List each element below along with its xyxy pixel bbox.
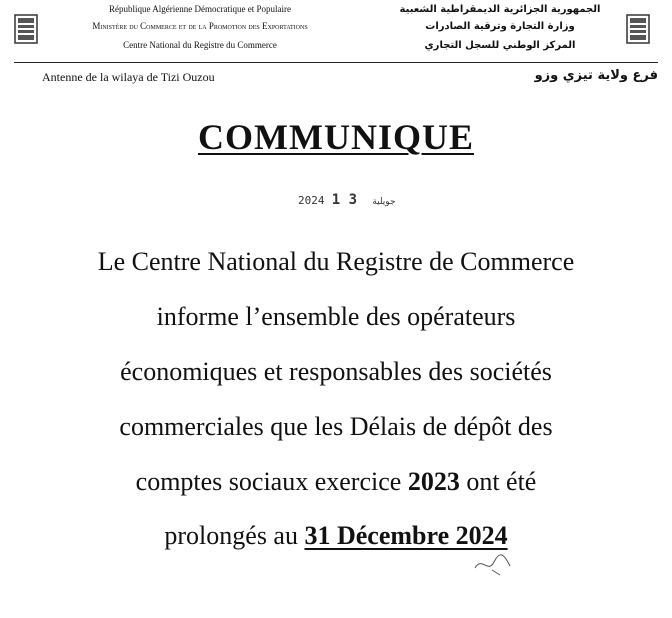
header-fr-ministry: Ministère du Commerce et de la Promotion des Exportations [92, 21, 308, 31]
body-text: ont été [459, 467, 537, 496]
date-stamp [298, 192, 404, 208]
header-fr-center: Centre National du Registre du Commerce [123, 40, 277, 50]
body-line: Le Centre National du Registre de Commerce [97, 247, 575, 276]
body-line: commerciales que les Délais de dépôt des [119, 412, 553, 441]
date-year: 2024 [298, 194, 325, 207]
header-ar-republic: الجمهورية الجزائرية الديمقراطية الشعبية [399, 4, 601, 15]
body-text: comptes sociaux exercice [135, 467, 408, 496]
header-ar-ministry: وزارة التجارة وترقية الصادرات [425, 21, 575, 32]
header-divider [14, 62, 658, 63]
body-line [0, 521, 672, 551]
header-ar-center: المركز الوطني للسجل التجاري [424, 40, 576, 51]
emblem-icon [14, 14, 38, 44]
date-day: 3 1 [331, 192, 358, 208]
signature-mark [470, 548, 520, 578]
deadline-date: 31 Décembre 2024 [304, 521, 508, 550]
date-month: جويلية [372, 197, 396, 207]
header-fr-republic: République Algérienne Démocratique et Populaire [109, 4, 291, 14]
branch-name-ar: فرع ولاية تيزي وزو [534, 68, 658, 83]
document-title: COMMUNIQUE [198, 117, 474, 157]
fiscal-year: 2023 [407, 467, 460, 496]
body-line [0, 467, 672, 497]
body-text: prolongés au [164, 521, 305, 550]
emblem-icon [626, 14, 650, 44]
branch-name-fr: Antenne de la wilaya de Tizi Ouzou [42, 70, 215, 84]
body-line: informe l’ensemble des opérateurs [156, 302, 516, 331]
body-line: économiques et responsables des sociétés [120, 357, 552, 386]
